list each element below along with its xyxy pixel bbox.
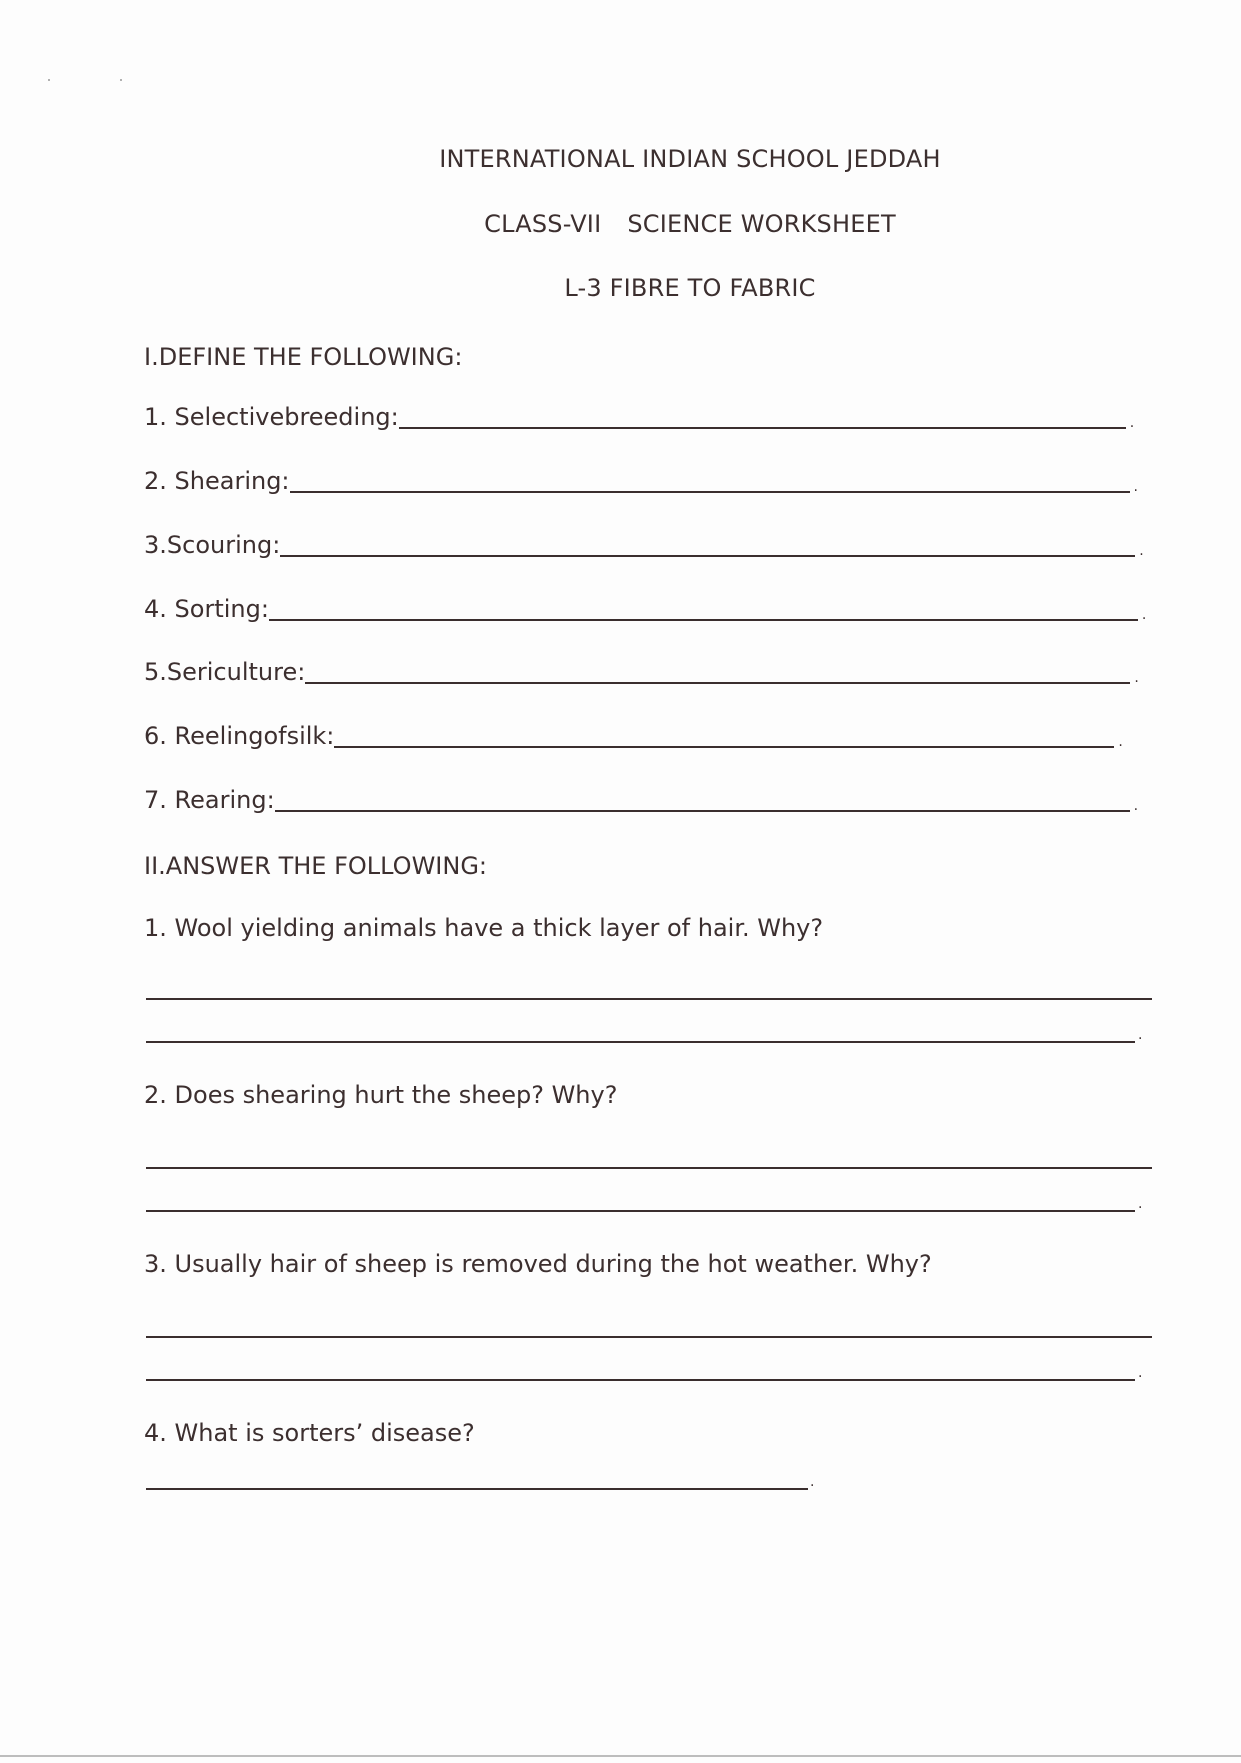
answer-blank[interactable] (290, 473, 1130, 493)
definition-row (144, 531, 1144, 559)
end-dot: . (1138, 1196, 1143, 1212)
school-name: INTERNATIONAL INDIAN SCHOOL JEDDAH (439, 145, 941, 173)
end-dot: . (1133, 798, 1139, 814)
answer-blank[interactable] (280, 537, 1135, 557)
end-dot: . (1141, 607, 1147, 623)
question-text: 4. What is sorters’ disease? (144, 1419, 475, 1447)
scan-speck (120, 79, 122, 81)
end-dot: . (1118, 734, 1123, 750)
answer-blank[interactable] (334, 728, 1114, 748)
scan-bottom-edge (0, 1755, 1241, 1757)
class-label: CLASS-VII (484, 210, 602, 238)
answer-line[interactable] (146, 1379, 1135, 1381)
definition-label: 1. Selectivebreeding: (144, 403, 399, 431)
answer-line[interactable] (146, 1336, 1152, 1338)
question-text: 2. Does shearing hurt the sheep? Why? (144, 1081, 618, 1109)
subject-label: SCIENCE WORKSHEET (627, 210, 896, 238)
end-dot: . (1139, 543, 1144, 559)
definition-row (144, 722, 1123, 750)
answer-blank[interactable] (275, 792, 1130, 812)
end-dot: . (1138, 1365, 1143, 1381)
answer-line[interactable] (146, 1210, 1135, 1212)
lesson-title: L-3 FIBRE TO FABRIC (564, 274, 816, 302)
end-dot: . (1138, 1027, 1143, 1043)
question-text: 3. Usually hair of sheep is removed during the hot weather. Why? (144, 1250, 932, 1278)
definition-row (144, 467, 1138, 495)
definition-label: 7. Rearing: (144, 786, 275, 814)
question-text: 1. Wool yielding animals have a thick layer of hair. Why? (144, 914, 824, 942)
end-dot: . (1133, 479, 1138, 495)
end-dot: . (810, 1474, 815, 1490)
answer-blank[interactable] (305, 664, 1130, 684)
answer-line[interactable] (146, 998, 1152, 1000)
section-answer-title: II.ANSWER THE FOLLOWING: (144, 852, 488, 880)
definition-row (144, 403, 1134, 431)
definition-label: 6. Reelingofsilk: (144, 722, 335, 750)
answer-line[interactable] (146, 1041, 1135, 1043)
definition-label: 4. Sorting: (144, 595, 269, 623)
definition-label: 2. Shearing: (144, 467, 290, 495)
scan-speck (48, 79, 50, 81)
definition-label: 3.Scouring: (144, 531, 281, 559)
section-define-title: I.DEFINE THE FOLLOWING: (144, 343, 463, 371)
end-dot: . (1134, 670, 1139, 686)
definition-row (144, 786, 1138, 814)
answer-blank[interactable] (269, 601, 1138, 621)
answer-line[interactable] (146, 1167, 1152, 1169)
class-subject-line (0, 210, 1241, 238)
answer-blank[interactable] (399, 409, 1126, 429)
answer-line[interactable] (146, 1488, 808, 1490)
end-dot: . (1129, 415, 1135, 431)
definition-row (144, 595, 1146, 623)
definition-row (144, 658, 1139, 686)
definition-label: 5.Sericulture: (144, 658, 306, 686)
